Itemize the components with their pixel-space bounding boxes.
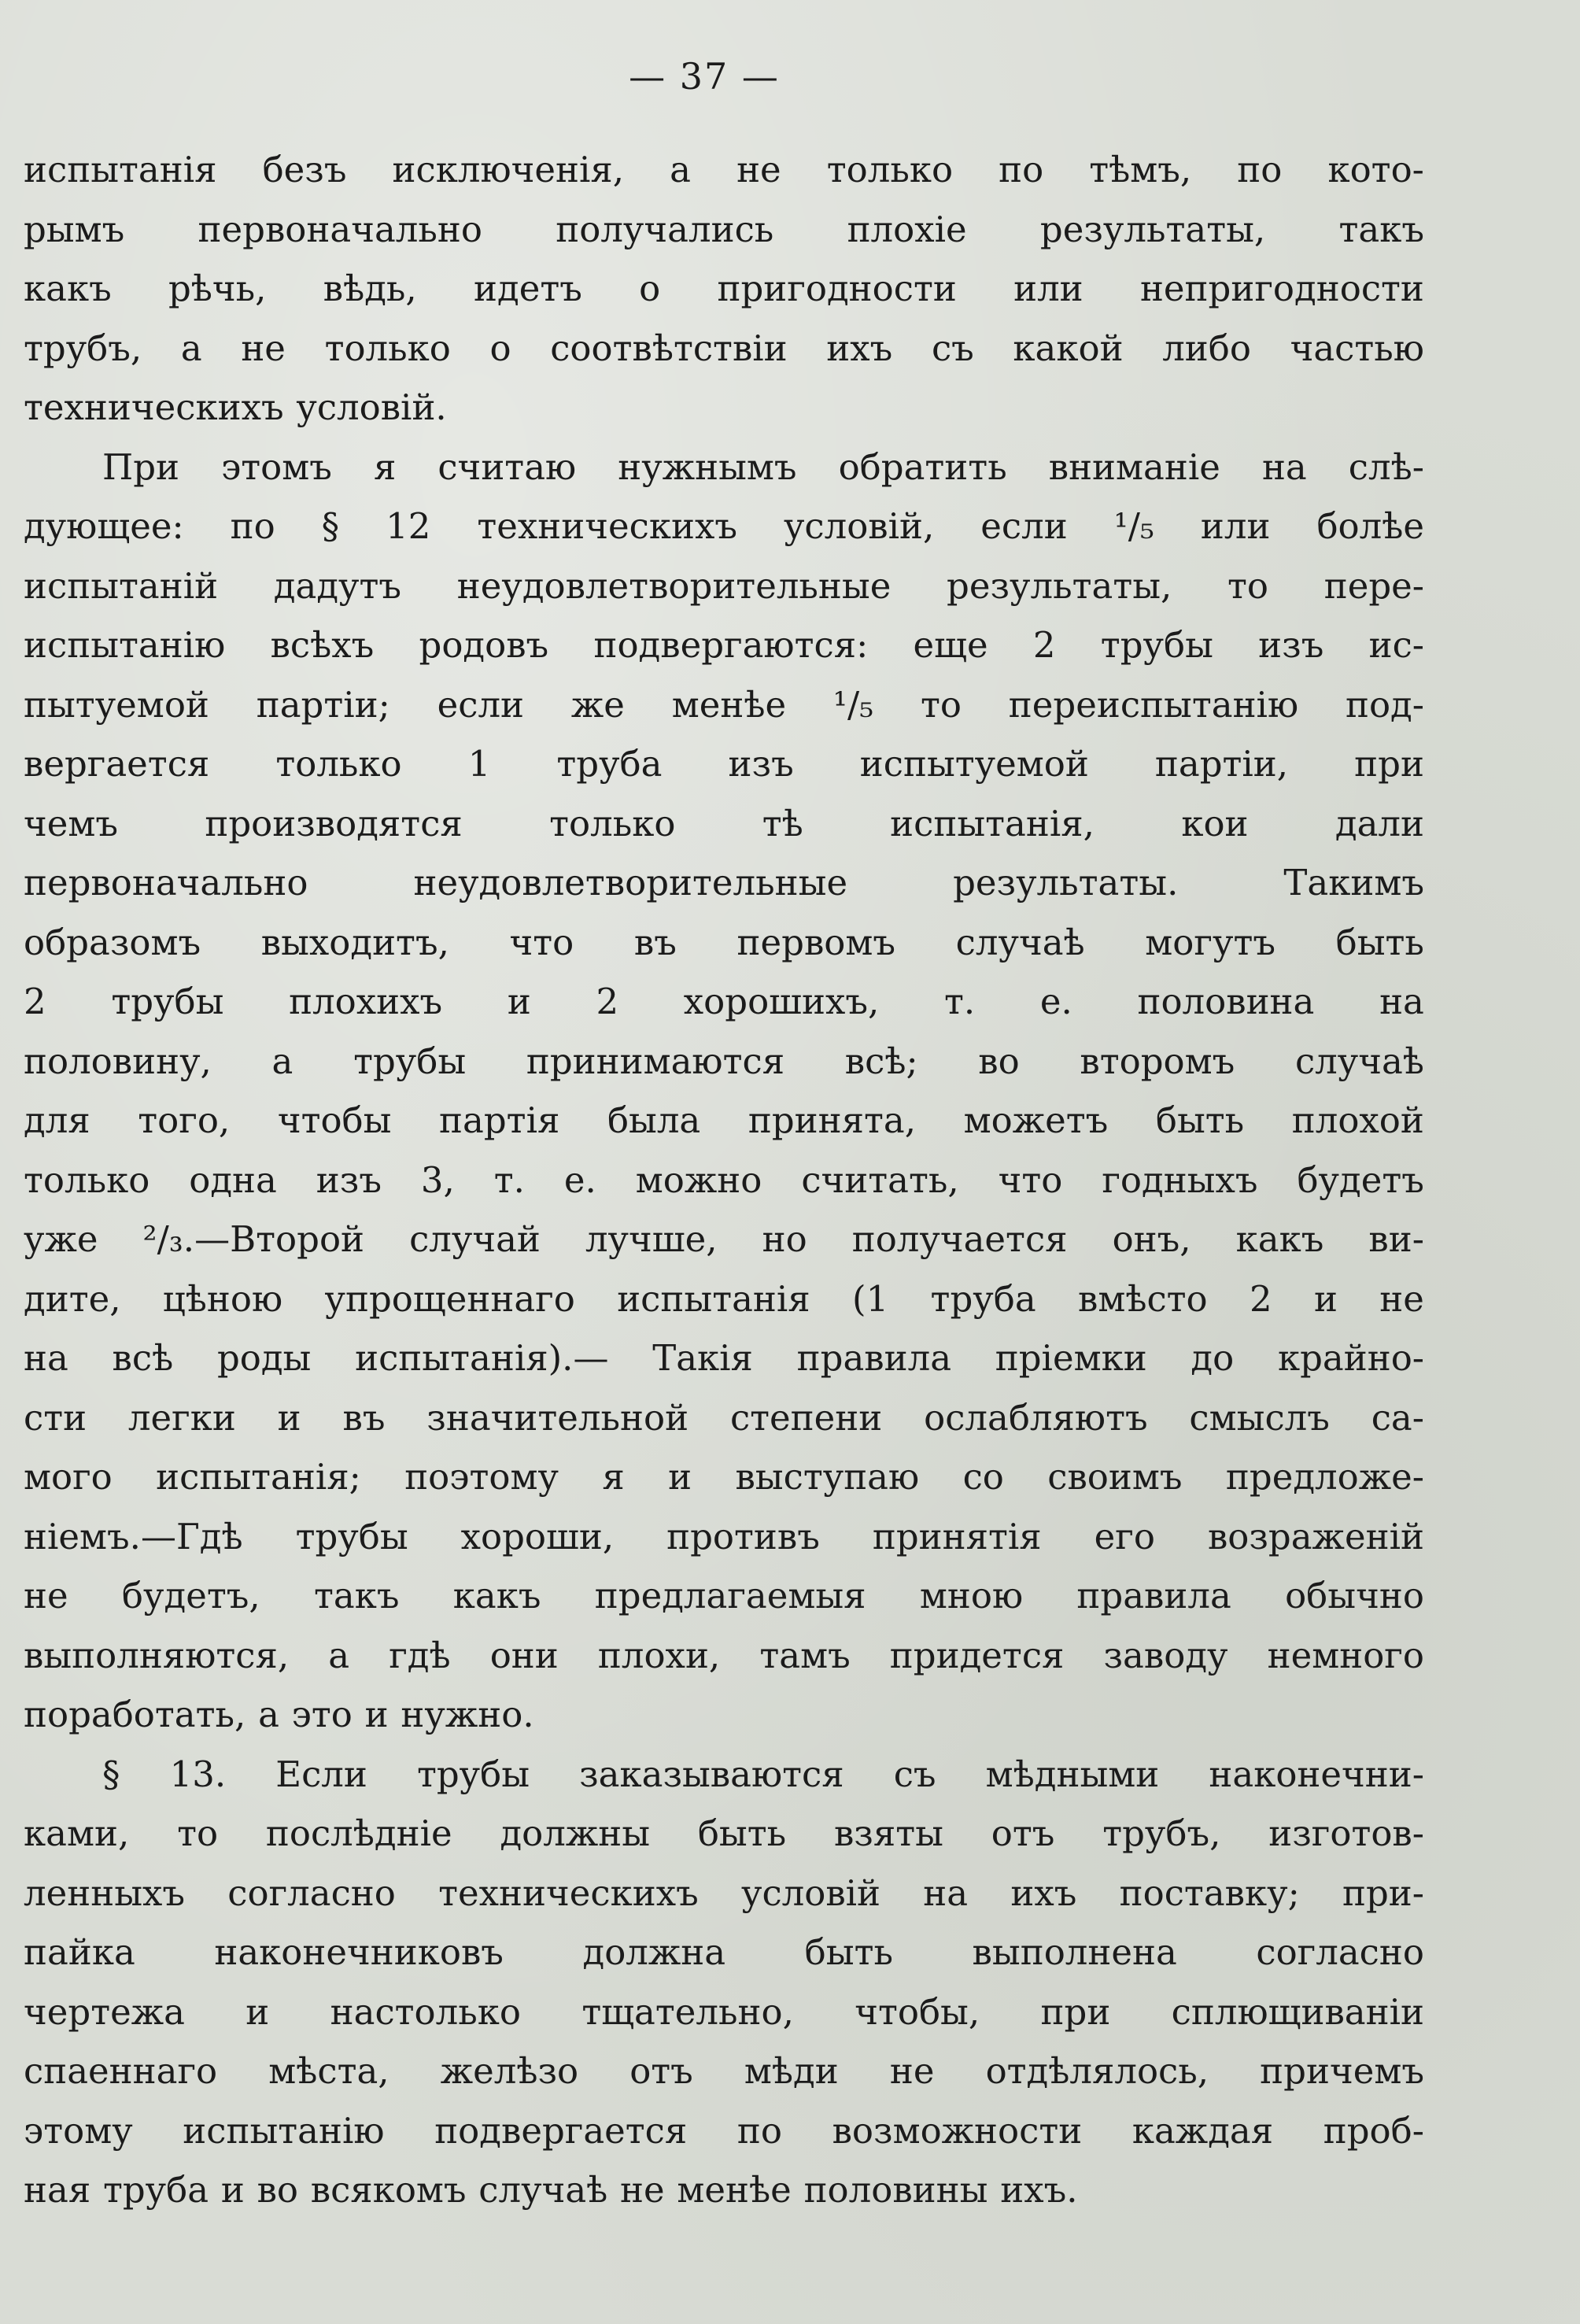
body-text: [24, 140, 1424, 2220]
text-line: поработать, а это и нужно.: [24, 1694, 534, 1735]
text-line: ніемъ.—Гдѣ трубы хороши, противъ принятія его возраженій: [24, 1515, 1424, 1557]
text-line: ками, то послѣдніе должны быть взяты отъ трубъ, изготов-: [24, 1812, 1424, 1854]
text-line: сти легки и въ значительной степени ослабляютъ смыслъ са-: [24, 1396, 1424, 1439]
text-line: техническихъ условій.: [24, 386, 447, 428]
text-line: только одна изъ 3, т. е. можно считать, что годныхъ будетъ: [24, 1158, 1424, 1201]
text-line: трубъ, а не только о соотвѣтствіи ихъ съ какой либо частью: [24, 327, 1424, 369]
text-line: мого испытанія; поэтому я и выступаю со своимъ предложе-: [24, 1456, 1424, 1498]
text-line: не будетъ, такъ какъ предлагаемыя мною правила обычно: [24, 1575, 1424, 1616]
text-line: 2 трубы плохихъ и 2 хорошихъ, т. е. половина на: [24, 981, 1424, 1022]
text-line: испытанію всѣхъ родовъ подвергаются: еще 2 трубы изъ ис-: [24, 624, 1424, 666]
text-line: первоначально неудовлетворительные результаты. Такимъ: [24, 862, 1424, 903]
text-line: спаеннаго мѣста, желѣзо отъ мѣди не отдѣлялось, причемъ: [24, 2050, 1424, 2092]
text-line: рымъ первоначально получались плохіе результаты, такъ: [24, 208, 1424, 250]
text-line: какъ рѣчь, вѣдь, идетъ о пригодности или непригодности: [24, 268, 1424, 309]
text-line: ная труба и во всякомъ случаѣ не менѣе половины ихъ.: [24, 2169, 1078, 2211]
text-line: образомъ выходитъ, что въ первомъ случаѣ могутъ быть: [24, 921, 1424, 963]
text-line: выполняются, а гдѣ они плохи, тамъ придется заводу немного: [24, 1634, 1424, 1676]
text-line: вергается только 1 труба изъ испытуемой партіи, при: [24, 743, 1424, 785]
text-line: При этомъ я считаю нужнымъ обратить вниманіе на слѣ-: [102, 445, 1424, 488]
text-line: пытуемой партіи; если же менѣе ¹/₅ то переиспытанію под-: [24, 683, 1424, 726]
text-line: пайка наконечниковъ должна быть выполнена согласно: [24, 1931, 1424, 1973]
text-line: чертежа и настолько тщательно, чтобы, при сплющиваніи: [24, 1990, 1424, 2033]
text-line: половину, а трубы принимаются всѣ; во второмъ случаѣ: [24, 1040, 1424, 1082]
text-line: испытанія безъ исключенія, а не только по тѣмъ, по кото-: [24, 149, 1424, 190]
text-line: для того, чтобы партія была принята, можетъ быть плохой: [24, 1099, 1424, 1141]
text-line: этому испытанію подвергается по возможности каждая проб-: [24, 2109, 1424, 2152]
text-line: чемъ производятся только тѣ испытанія, кои дали: [24, 802, 1424, 844]
text-line: дите, цѣною упрощеннаго испытанія (1 труба вмѣсто 2 и не: [24, 1277, 1424, 1320]
text-line: дующее: по § 12 техническихъ условій, если ¹/₅ или болѣе: [24, 505, 1424, 547]
text-line: ленныхъ согласно техническихъ условій на ихъ поставку; при-: [24, 1871, 1424, 1914]
text-line: на всѣ роды испытанія).— Такія правила пріемки до крайно-: [24, 1337, 1424, 1379]
page-number: — 37 —: [629, 55, 780, 98]
text-line: испытаній дадутъ неудовлетворительные результаты, то пере-: [24, 564, 1424, 607]
text-line: § 13. Если трубы заказываются съ мѣдными наконечни-: [102, 1753, 1424, 1795]
text-line: уже ²/₃.—Второй случай лучше, но получается онъ, какъ ви-: [24, 1218, 1424, 1260]
